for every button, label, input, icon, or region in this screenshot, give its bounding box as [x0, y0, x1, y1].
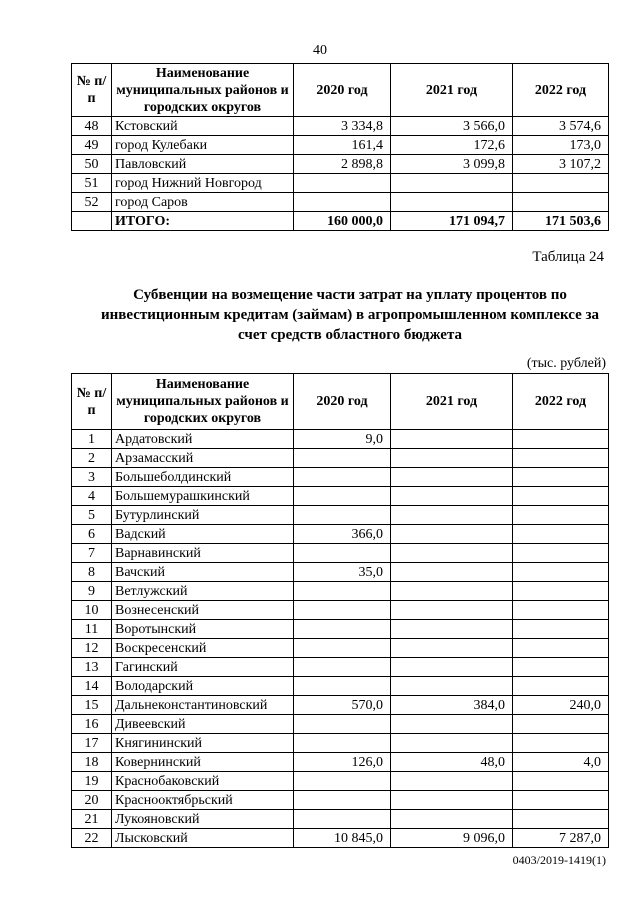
value-2021: 9 096,0	[391, 829, 513, 848]
value-2021	[391, 772, 513, 791]
value-2022	[513, 620, 609, 639]
table-row	[72, 449, 609, 468]
total-num	[72, 212, 112, 231]
top-table	[71, 63, 609, 231]
value-2020: 2 898,8	[294, 155, 391, 174]
row-name: Ковернинский	[112, 753, 294, 772]
value-2022	[513, 468, 609, 487]
row-name: Бутурлинский	[112, 506, 294, 525]
header-2022: 2022 год	[513, 374, 609, 430]
section-title: Субвенции на возмещение части затрат на уплату процентов по инвестиционным кредитам (займам) в агропромышленном комплексе за счет средств областного бюджета	[100, 287, 600, 343]
value-2022	[513, 430, 609, 449]
row-number: 4	[72, 487, 112, 506]
table-row	[72, 117, 609, 136]
row-number: 22	[72, 829, 112, 848]
value-2022	[513, 772, 609, 791]
total-2022: 171 503,6	[513, 212, 609, 231]
row-number: 18	[72, 753, 112, 772]
value-2021	[391, 487, 513, 506]
value-2020: 35,0	[294, 563, 391, 582]
value-2022	[513, 563, 609, 582]
row-number: 2	[72, 449, 112, 468]
row-number: 12	[72, 639, 112, 658]
value-2021	[391, 658, 513, 677]
value-2020: 126,0	[294, 753, 391, 772]
table-row	[72, 715, 609, 734]
row-number: 19	[72, 772, 112, 791]
value-2021	[391, 506, 513, 525]
row-number: 5	[72, 506, 112, 525]
header-num: № п/п	[72, 374, 112, 430]
row-name: Павловский	[112, 155, 294, 174]
row-name: Дивеевский	[112, 715, 294, 734]
row-number: 52	[72, 193, 112, 212]
value-2021	[391, 582, 513, 601]
row-name: город Нижний Новгород	[112, 174, 294, 193]
row-number: 14	[72, 677, 112, 696]
row-name: Княгининский	[112, 734, 294, 753]
total-2020: 160 000,0	[294, 212, 391, 231]
value-2021	[391, 810, 513, 829]
value-2022	[513, 449, 609, 468]
value-2021	[391, 563, 513, 582]
value-2020	[294, 620, 391, 639]
table-row	[72, 791, 609, 810]
table-row	[72, 696, 609, 715]
total-label: ИТОГО:	[112, 212, 294, 231]
value-2020	[294, 772, 391, 791]
table-row	[72, 174, 609, 193]
value-2022	[513, 734, 609, 753]
value-2020: 10 845,0	[294, 829, 391, 848]
value-2020	[294, 791, 391, 810]
table-row	[72, 677, 609, 696]
row-name: Краснооктябрьский	[112, 791, 294, 810]
row-name: город Саров	[112, 193, 294, 212]
table-row	[72, 430, 609, 449]
row-name: Ветлужский	[112, 582, 294, 601]
value-2022	[513, 544, 609, 563]
row-name: Лысковский	[112, 829, 294, 848]
value-2022	[513, 487, 609, 506]
value-2021: 384,0	[391, 696, 513, 715]
value-2021	[391, 468, 513, 487]
header-2020: 2020 год	[294, 374, 391, 430]
header-2021: 2021 год	[391, 64, 513, 117]
value-2022	[513, 791, 609, 810]
value-2021	[391, 430, 513, 449]
value-2021: 3 099,8	[391, 155, 513, 174]
value-2021	[391, 639, 513, 658]
value-2020	[294, 810, 391, 829]
table-row	[72, 525, 609, 544]
total-row	[72, 212, 609, 231]
value-2020: 570,0	[294, 696, 391, 715]
row-number: 1	[72, 430, 112, 449]
value-2022: 4,0	[513, 753, 609, 772]
row-name: Володарский	[112, 677, 294, 696]
value-2022	[513, 582, 609, 601]
value-2020	[294, 715, 391, 734]
value-2022: 7 287,0	[513, 829, 609, 848]
value-2022: 173,0	[513, 136, 609, 155]
row-number: 49	[72, 136, 112, 155]
table-header-row	[72, 374, 609, 430]
row-number: 15	[72, 696, 112, 715]
table-row	[72, 658, 609, 677]
row-number: 21	[72, 810, 112, 829]
value-2021: 3 566,0	[391, 117, 513, 136]
value-2020	[294, 544, 391, 563]
row-name: Вачский	[112, 563, 294, 582]
row-name: Воротынский	[112, 620, 294, 639]
table-row	[72, 582, 609, 601]
row-name: Гагинский	[112, 658, 294, 677]
value-2021	[391, 544, 513, 563]
value-2021	[391, 449, 513, 468]
row-number: 6	[72, 525, 112, 544]
table-row	[72, 544, 609, 563]
value-2020	[294, 639, 391, 658]
value-2020	[294, 658, 391, 677]
value-2020	[294, 174, 391, 193]
table-row	[72, 734, 609, 753]
table-row	[72, 468, 609, 487]
row-number: 3	[72, 468, 112, 487]
row-name: Варнавинский	[112, 544, 294, 563]
value-2021	[391, 174, 513, 193]
table-row	[72, 155, 609, 174]
row-name: Ардатовский	[112, 430, 294, 449]
document-code: 0403/2019-1419(1)	[512, 853, 606, 867]
value-2022: 3 107,2	[513, 155, 609, 174]
row-number: 7	[72, 544, 112, 563]
value-2022	[513, 601, 609, 620]
value-2021	[391, 525, 513, 544]
value-2022	[513, 506, 609, 525]
table-row	[72, 620, 609, 639]
value-2020	[294, 734, 391, 753]
value-2021	[391, 677, 513, 696]
row-name: Вадский	[112, 525, 294, 544]
table-row	[72, 487, 609, 506]
page-number: 40	[313, 43, 327, 58]
row-name: Вознесенский	[112, 601, 294, 620]
row-number: 16	[72, 715, 112, 734]
value-2021	[391, 193, 513, 212]
table-row	[72, 506, 609, 525]
units-label: (тыс. рублей)	[526, 356, 606, 371]
value-2021: 48,0	[391, 753, 513, 772]
header-name: Наименование муниципальных районов и городских округов	[112, 64, 294, 117]
total-2021: 171 094,7	[391, 212, 513, 231]
value-2020	[294, 468, 391, 487]
value-2021	[391, 601, 513, 620]
value-2022: 3 574,6	[513, 117, 609, 136]
row-number: 48	[72, 117, 112, 136]
row-number: 11	[72, 620, 112, 639]
value-2020: 3 334,8	[294, 117, 391, 136]
value-2022	[513, 525, 609, 544]
row-number: 9	[72, 582, 112, 601]
table-label: Таблица 24	[532, 249, 604, 265]
value-2022	[513, 639, 609, 658]
table-row	[72, 563, 609, 582]
table-row	[72, 772, 609, 791]
value-2020: 366,0	[294, 525, 391, 544]
row-name: Кстовский	[112, 117, 294, 136]
row-number: 50	[72, 155, 112, 174]
row-name: Арзамасский	[112, 449, 294, 468]
table-row	[72, 829, 609, 848]
row-name: Краснобаковский	[112, 772, 294, 791]
row-name: Большемурашкинский	[112, 487, 294, 506]
value-2020	[294, 601, 391, 620]
value-2021: 172,6	[391, 136, 513, 155]
table-row	[72, 601, 609, 620]
row-name: город Кулебаки	[112, 136, 294, 155]
value-2021	[391, 791, 513, 810]
value-2022: 240,0	[513, 696, 609, 715]
row-number: 8	[72, 563, 112, 582]
row-name: Большеболдинский	[112, 468, 294, 487]
header-2021: 2021 год	[391, 374, 513, 430]
table-row	[72, 639, 609, 658]
table-row	[72, 810, 609, 829]
row-name: Лукояновский	[112, 810, 294, 829]
value-2020	[294, 582, 391, 601]
row-number: 51	[72, 174, 112, 193]
header-2022: 2022 год	[513, 64, 609, 117]
row-name: Дальнеконстантиновский	[112, 696, 294, 715]
row-number: 10	[72, 601, 112, 620]
value-2021	[391, 620, 513, 639]
value-2022	[513, 677, 609, 696]
table-header-row	[72, 64, 609, 117]
value-2022	[513, 810, 609, 829]
value-2021	[391, 734, 513, 753]
table-row	[72, 753, 609, 772]
header-num: № п/п	[72, 64, 112, 117]
value-2020	[294, 487, 391, 506]
value-2020	[294, 449, 391, 468]
value-2020	[294, 677, 391, 696]
row-number: 17	[72, 734, 112, 753]
value-2020	[294, 506, 391, 525]
row-name: Воскресенский	[112, 639, 294, 658]
table-row	[72, 193, 609, 212]
value-2020: 161,4	[294, 136, 391, 155]
bottom-table	[71, 373, 609, 848]
value-2022	[513, 193, 609, 212]
header-name: Наименование муниципальных районов и городских округов	[112, 374, 294, 430]
table-row	[72, 136, 609, 155]
value-2022	[513, 715, 609, 734]
value-2021	[391, 715, 513, 734]
header-2020: 2020 год	[294, 64, 391, 117]
value-2022	[513, 658, 609, 677]
value-2020	[294, 193, 391, 212]
value-2020: 9,0	[294, 430, 391, 449]
row-number: 13	[72, 658, 112, 677]
row-number: 20	[72, 791, 112, 810]
value-2022	[513, 174, 609, 193]
